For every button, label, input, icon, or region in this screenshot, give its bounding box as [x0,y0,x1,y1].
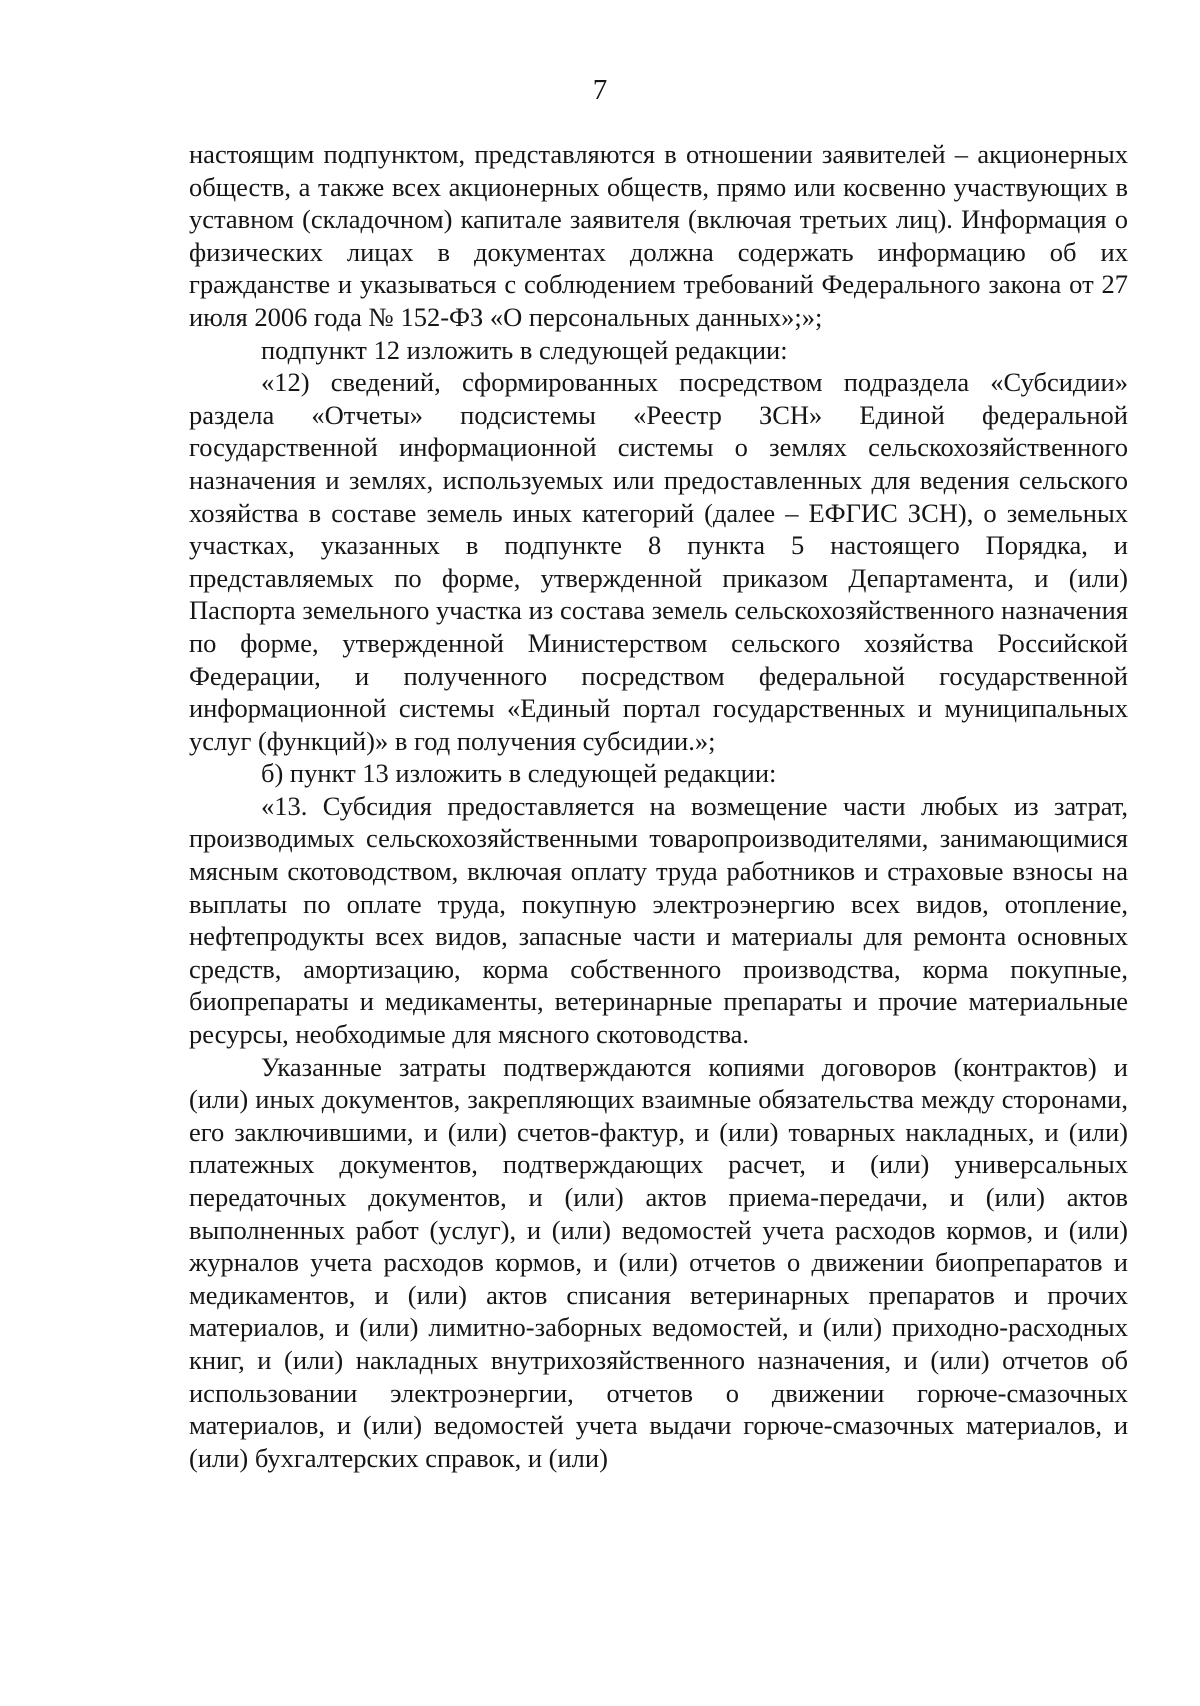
document-body [189,138,1128,1474]
paragraph-costs-confirmation: Указанные затраты подтверждаются копиями договоров (контрактов) и (или) иных документов, закрепляющих взаимные обязательства между сторонами, его заключившими, и (или) счетов-фактур, и (или) товарных накладных, и (или) платежных документов, подтверждающих расчет, и (или) универсальных передаточных документов, и (или) актов приема-передачи, и (или) актов выполненных работ (услуг), и (или) ведомостей учета расходов кормов, и (или) журналов учета расходов кормов, и (или) отчетов о движении биопрепаратов и медикаментов, и (или) актов списания ветеринарных препаратов и прочих материалов, и (или) лимитно-заборных ведомостей, и (или) приходно-расходных книг, и (или) накладных внутрихозяйственного назначения, и (или) отчетов об использовании электроэнергии, отчетов о движении горюче-смазочных материалов, и (или) ведомостей учета выдачи горюче-смазочных материалов, и (или) бухгалтерских справок, и (или) [189,1051,1128,1473]
paragraph-item-13-instruction: б) пункт 13 изложить в следующей редакции: [261,758,777,789]
paragraph-subitem-12-instruction: подпункт 12 изложить в следующей редакции: [261,334,788,365]
paragraph-continuation: настоящим подпунктом, представляются в отношении заявителей – акционерных обществ, а также всех акционерных обществ, прямо или косвенно участвующих в уставном (складочном) капитале заявителя (включая третьих лиц). Информация о физических лицах в документах должна содержать информацию об их гражданстве и указываться с соблюдением требований Федерального закона от 27 июля 2006 года № 152-ФЗ «О персональных данных»;»; [189,139,1128,332]
page-number: 7 [592,74,608,106]
paragraph-item-13-text: «13. Субсидия предоставляется на возмещение части любых из затрат, производимых сельскохозяйственными товаропроизводителями, занимающимися мясным скотоводством, включая оплату труда работников и страховые взносы на выплаты по оплате труда, покупную электроэнергию всех видов, отопление, нефтепродукты всех видов, запасные части и материалы для ремонта основных средств, амортизацию, корма собственного производства, корма покупные, биопрепараты и медикаменты, ветеринарные препараты и прочие материальные ресурсы, необходимые для мясного скотоводства. [189,790,1128,1050]
paragraph-subitem-12-text: «12) сведений, сформированных посредством подраздела «Субсидии» раздела «Отчеты» подсистемы «Реестр ЗСН» Единой федеральной государственной информационной системы о землях сельскохозяйственного назначения и землях, используемых или предоставленных для ведения сельского хозяйства в составе земель иных категорий (далее – ЕФГИС ЗСН), о земельных участках, указанных в подпункте 8 пункта 5 настоящего Порядка, и представляемых по форме, утвержденной приказом Департамента, и (или) Паспорта земельного участка из состава земель сельскохозяйственного назначения по форме, утвержденной Министерством сельского хозяйства Российской Федерации, и полученного посредством федеральной государственной информационной системы «Единый портал государственных и муниципальных услуг (функций)» в год получения субсидии.»; [189,367,1128,756]
